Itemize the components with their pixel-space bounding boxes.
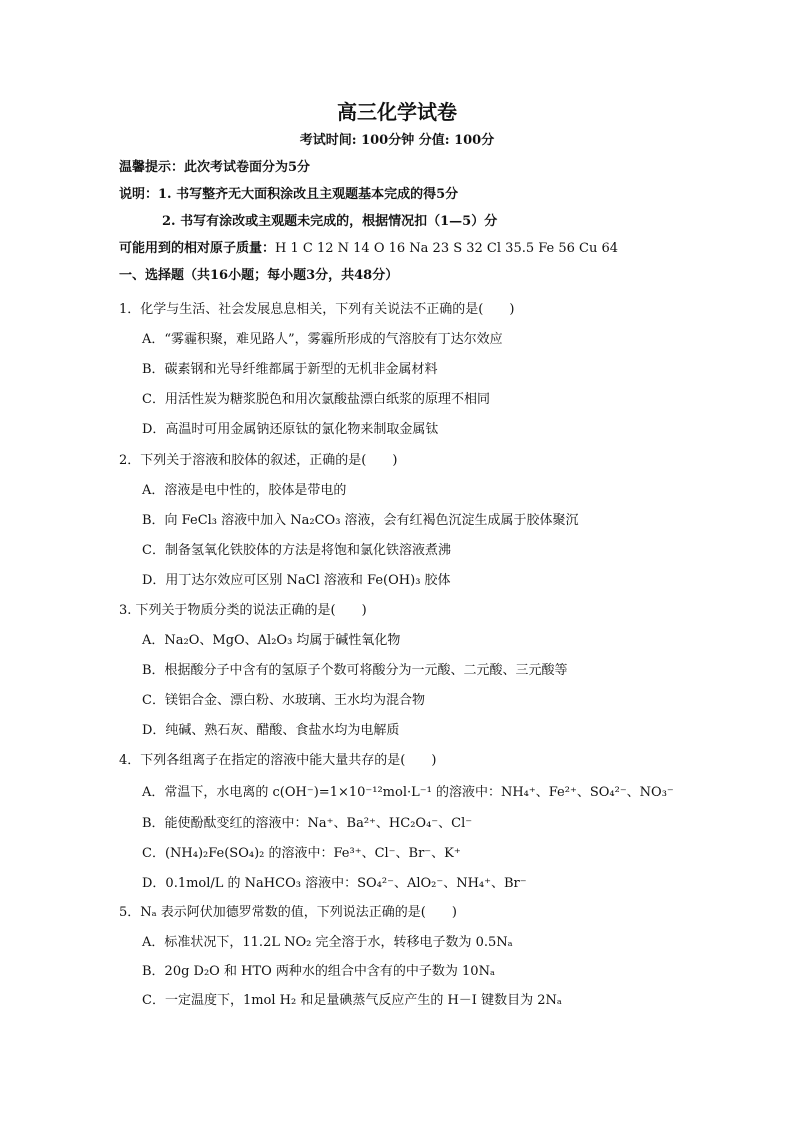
question-option: B．能使酚酞变红的溶液中：Na⁺、Ba²⁺、HC₂O₄⁻、Cl⁻ [142, 816, 473, 831]
question-option: A．标准状况下，11.2L NO₂ 完全溶于水，转移电子数为 0.5Nₐ [142, 935, 513, 950]
question-option: A．Na₂O、MgO、Al₂O₃ 均属于碱性氧化物 [142, 633, 401, 648]
question-option: B．碳素钢和光导纤维都属于新型的无机非金属材料 [142, 362, 438, 377]
explain-line-2: 2. 书写有涂改或主观题未完成的，根据情况扣（1—5）分 [162, 214, 498, 229]
question-stem: 2．下列关于溶液和胶体的叙述，正确的是( ) [119, 453, 398, 468]
tip-line: 温馨提示：此次考试卷面分为5分 [119, 160, 311, 175]
question-option: A．常温下，水电离的 c(OH⁻)=1×10⁻¹²mol·L⁻¹ 的溶液中：NH₄⁺、Fe²⁺、SO₄²⁻、NO₃⁻ [142, 785, 674, 800]
question-option: D．用丁达尔效应可区别 NaCl 溶液和 Fe(OH)₃ 胶体 [142, 573, 451, 588]
exam-title: 高三化学试卷 [337, 100, 457, 124]
question-option: A．溶液是电中性的，胶体是带电的 [142, 483, 347, 498]
question-stem: 1．化学与生活、社会发展息息相关，下列有关说法不正确的是( ) [119, 302, 515, 317]
question-option: B．根据酸分子中含有的氢原子个数可将酸分为一元酸、二元酸、三元酸等 [142, 663, 568, 678]
question-option: B．向 FeCl₃ 溶液中加入 Na₂CO₃ 溶液，会有红褐色沉淀生成属于胶体聚沉 [142, 513, 579, 528]
question-option: A．“雾霾积聚，难见路人”，雾霾所形成的气溶胶有丁达尔效应 [142, 332, 503, 347]
question-option: D．0.1mol/L 的 NaHCO₃ 溶液中：SO₄²⁻、AlO₂⁻、NH₄⁺、Br⁻ [142, 876, 527, 891]
question-option: B．20g D₂O 和 HTO 两种水的组合中含有的中子数为 10Nₐ [142, 964, 495, 979]
question-option: C．制备氢氧化铁胶体的方法是将饱和氯化铁溶液煮沸 [142, 543, 451, 558]
atomic-mass-label: 可能用到的相对原子质量： [119, 241, 276, 256]
exam-info: 考试时间: 100分钟 分值: 100分 [299, 133, 495, 148]
question-option: D．高温时可用金属钠还原钛的氯化物来制取金属钛 [142, 422, 439, 437]
question-stem: 5．Nₐ 表示阿伏加德罗常数的值，下列说法正确的是( ) [119, 905, 457, 920]
question-option: C．一定温度下，1mol H₂ 和足量碘蒸气反应产生的 H－I 键数目为 2Nₐ [142, 993, 562, 1008]
question-option: C．用活性炭为糖浆脱色和用次氯酸盐漂白纸浆的原理不相同 [142, 392, 490, 407]
question-stem: 4．下列各组离子在指定的溶液中能大量共存的是( ) [119, 753, 437, 768]
explain-line-1: 说明：1. 书写整齐无大面积涂改且主观题基本完成的得5分 [119, 187, 459, 202]
question-stem: 3. 下列关于物质分类的说法正确的是( ) [119, 603, 367, 618]
section-heading: 一、选择题（共16小题；每小题3分，共48分） [119, 268, 399, 283]
question-option: C．(NH₄)₂Fe(SO₄)₂ 的溶液中：Fe³⁺、Cl⁻、Br⁻、K⁺ [142, 846, 461, 861]
atomic-mass-values: H 1 C 12 N 14 O 16 Na 23 S 32 Cl 35.5 Fe 56 Cu 64 [275, 241, 619, 256]
question-option: C．镁铝合金、漂白粉、水玻璃、王水均为混合物 [142, 693, 425, 708]
question-option: D．纯碱、熟石灰、醋酸、食盐水均为电解质 [142, 723, 400, 738]
atomic-mass-line [119, 241, 618, 257]
